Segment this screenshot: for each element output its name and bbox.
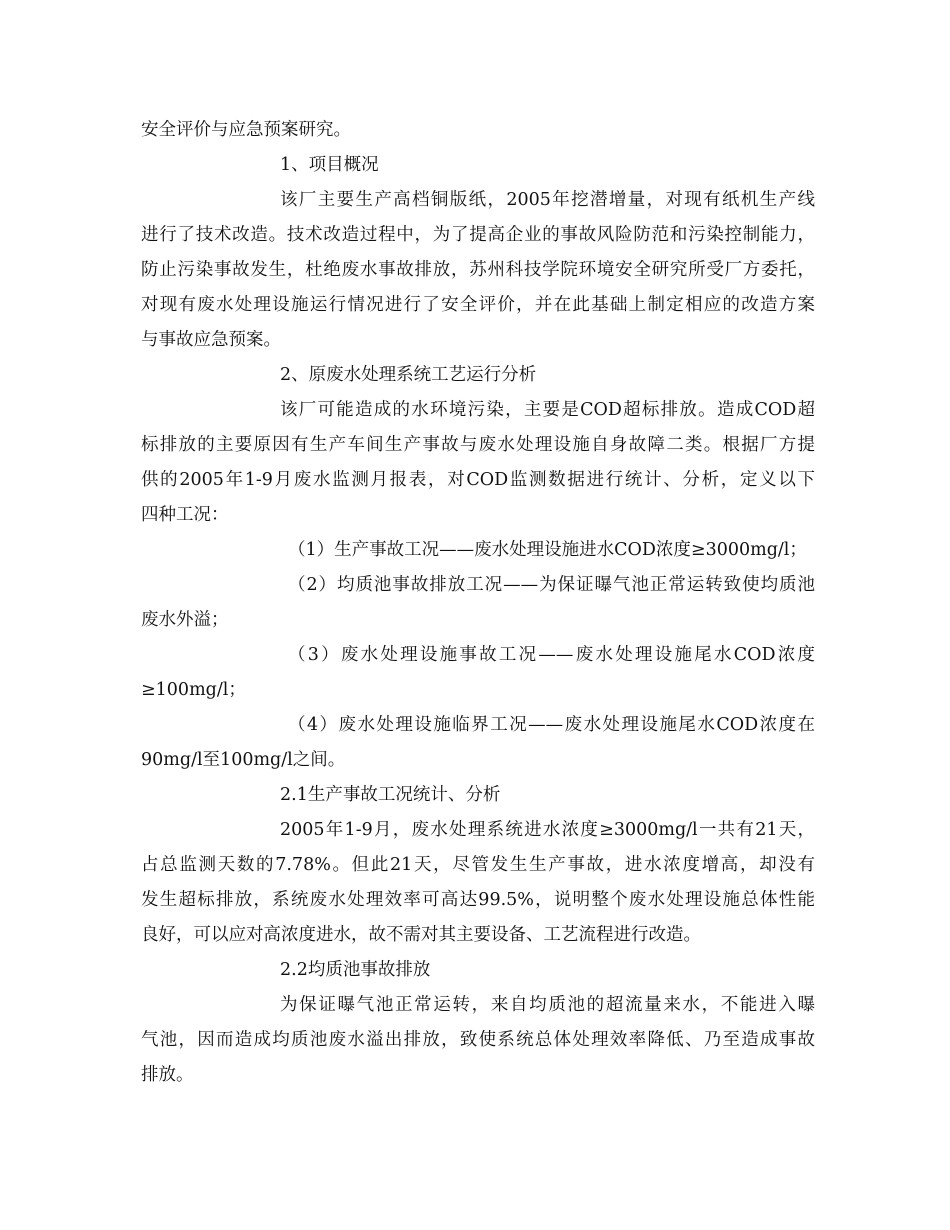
paragraph-line: 对现有废水处理设施运行情况进行了安全评价，并在此基础上制定相应的改造方案 xyxy=(141,295,815,315)
list-item-continuation: 废水外溢； xyxy=(141,610,229,630)
list-item-continuation: ≥100mg/l； xyxy=(141,680,246,700)
list-item: （1）生产事故工况——废水处理设施进水COD浓度≥3000mg/l； xyxy=(288,540,807,560)
paragraph-line: 供的2005年1-9月废水监测月报表，对COD监测数据进行统计、分析，定义以下 xyxy=(141,470,815,490)
list-item: （2）均质池事故排放工况——为保证曝气池正常运转致使均质池 xyxy=(288,575,815,595)
paragraph-line: 与事故应急预案。 xyxy=(141,330,281,350)
section-heading: 2.1生产事故工况统计、分析 xyxy=(280,785,501,805)
paragraph-line: 防止污染事故发生，杜绝废水事故排放，苏州科技学院环境安全研究所受厂方委托， xyxy=(141,260,815,280)
paragraph-line: 占总监测天数的7.78%。但此21天，尽管发生生产事故，进水浓度增高，却没有 xyxy=(141,855,815,875)
paragraph-line: 该厂主要生产高档铜版纸，2005年挖潜增量，对现有纸机生产线 xyxy=(280,190,815,210)
paragraph-line: 良好，可以应对高浓度进水，故不需对其主要设备、工艺流程进行改造。 xyxy=(141,925,701,945)
paragraph-line: 进行了技术改造。技术改造过程中，为了提高企业的事故风险防范和污染控制能力， xyxy=(141,225,815,245)
list-item: （4）废水处理设施临界工况——废水处理设施尾水COD浓度在 xyxy=(288,715,815,735)
paragraph-line: 为保证曝气池正常运转，来自均质池的超流量来水，不能进入曝 xyxy=(280,995,815,1015)
paragraph-line: 排放。 xyxy=(141,1065,194,1085)
paragraph-line: 标排放的主要原因有生产车间生产事故与废水处理设施自身故障二类。根据厂方提 xyxy=(141,435,815,455)
list-item-continuation: 90mg/l至100mg/l之间。 xyxy=(141,750,346,770)
paragraph-line: 该厂可能造成的水环境污染，主要是COD超标排放。造成COD超 xyxy=(280,400,815,420)
paragraph-line: 发生超标排放，系统废水处理效率可高达99.5%，说明整个废水处理设施总体性能 xyxy=(141,890,815,910)
list-item: （3）废水处理设施事故工况——废水处理设施尾水COD浓度 xyxy=(288,645,815,665)
paragraph-line: 2005年1-9月，废水处理系统进水浓度≥3000mg/l一共有21天， xyxy=(280,820,815,840)
section-heading: 1、项目概况 xyxy=(280,155,379,175)
section-heading: 2.2均质池事故排放 xyxy=(280,960,431,980)
paragraph-line: 气池，因而造成均质池废水溢出排放，致使系统总体处理效率降低、乃至造成事故 xyxy=(141,1030,815,1050)
paragraph-line: 四种工况： xyxy=(141,505,229,525)
paragraph-line: 安全评价与应急预案研究。 xyxy=(141,120,351,140)
section-heading: 2、原废水处理系统工艺运行分析 xyxy=(280,365,537,385)
